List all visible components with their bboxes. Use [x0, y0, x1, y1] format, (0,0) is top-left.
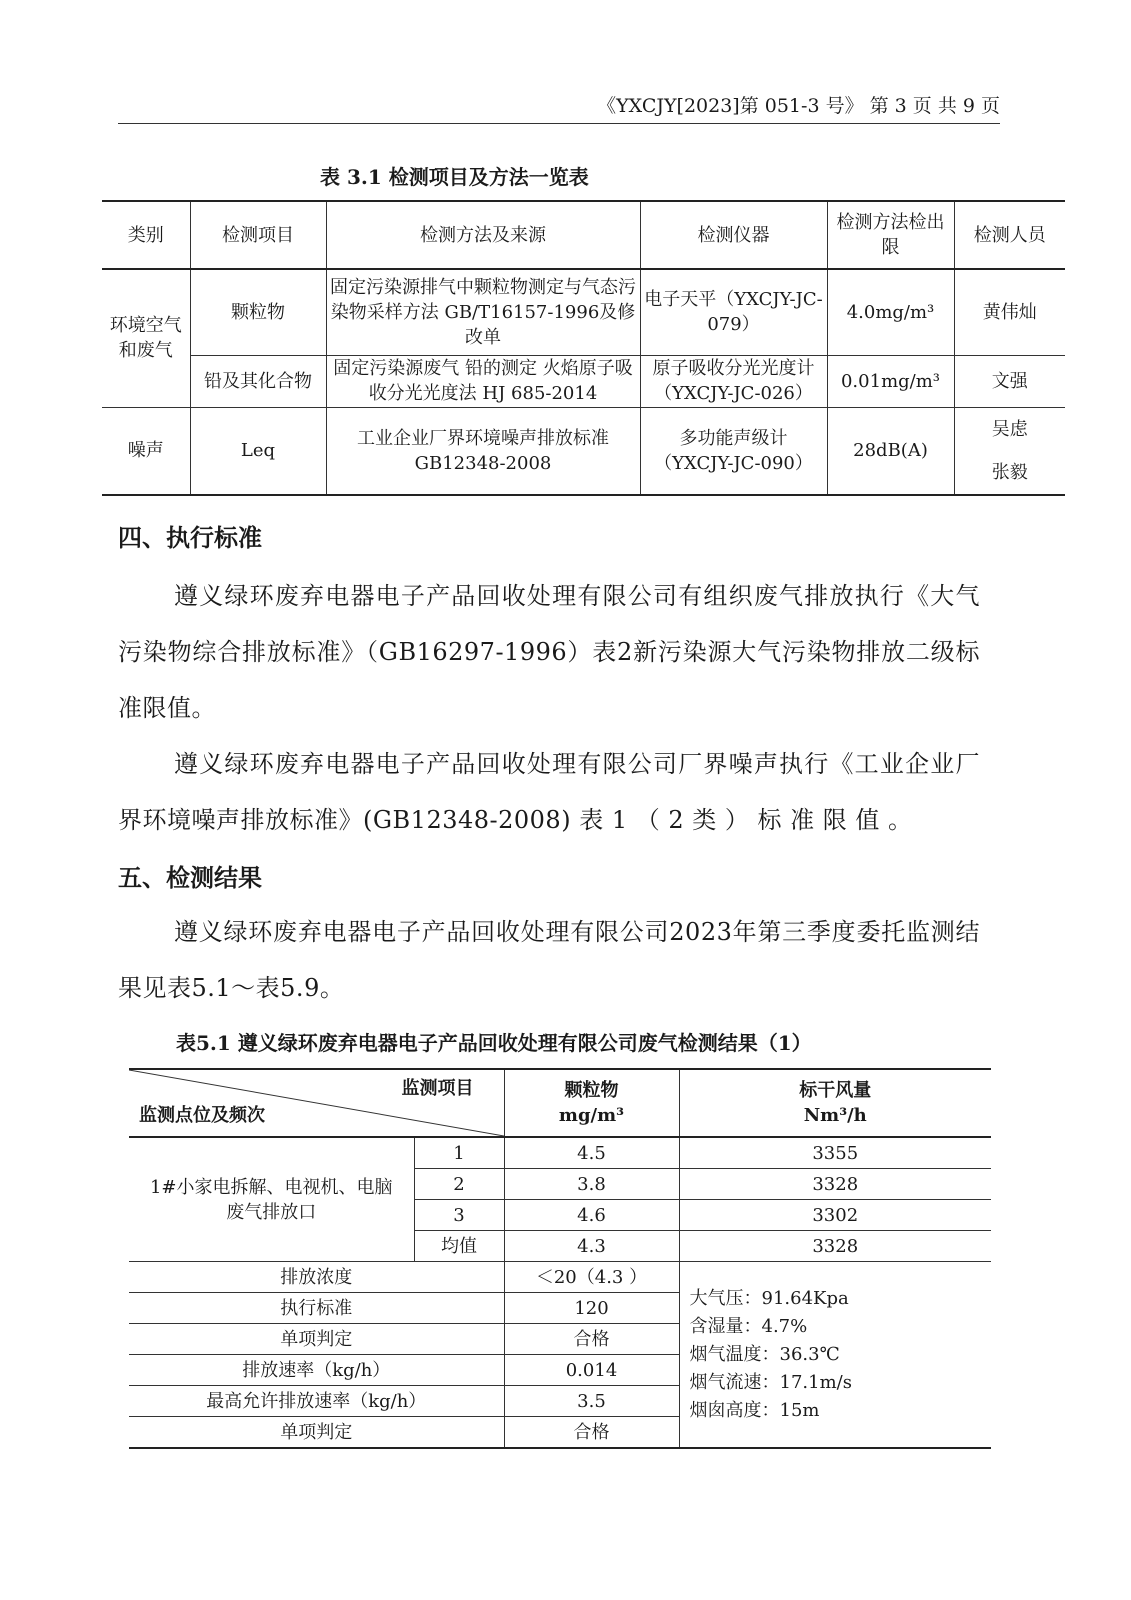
sample-pm-mean: 4.3 — [504, 1231, 679, 1262]
th-instrument: 检测仪器 — [640, 201, 827, 269]
summary-label: 排放浓度 — [129, 1262, 504, 1293]
sample-number: 3 — [414, 1200, 504, 1231]
summary-value: 120 — [504, 1293, 679, 1324]
table31-caption: 表 3.1 检测项目及方法一览表 — [320, 165, 589, 189]
section4-paragraph-2: 遵义绿环废弃电器电子产品回收处理有限公司厂界噪声执行《工业企业厂界环境噪声排放标准》(GB12348-2008) 表 1 （ 2 类 ） 标 准 限 值 。 — [118, 750, 980, 834]
sampling-location: 1#小家电拆解、电视机、电脑废气排放口 — [129, 1137, 414, 1262]
table51-caption: 表5.1 遵义绿环废弃电器电子产品回收处理有限公司废气检测结果（1） — [176, 1031, 812, 1055]
diagonal-header-cell — [129, 1069, 504, 1137]
summary-value: 0.014 — [504, 1355, 679, 1386]
summary-label: 排放速率（kg/h） — [129, 1355, 504, 1386]
sample-flow: 3302 — [679, 1200, 991, 1231]
sample-number-mean: 均值 — [414, 1231, 504, 1262]
item-leq: Leq — [190, 407, 326, 495]
method-noise: 工业企业厂界环境噪声排放标准 GB12348-2008 — [326, 407, 640, 495]
sample-flow-mean: 3328 — [679, 1231, 991, 1262]
th-particulate-unit: mg/m³ — [558, 1105, 625, 1126]
test-conditions — [679, 1262, 991, 1449]
th-particulate-label: 颗粒物 — [564, 1080, 619, 1101]
condition-stack-height: 烟囱高度：15m — [689, 1399, 820, 1421]
person-noise-2: 张毅 — [991, 461, 1028, 483]
th-category: 类别 — [102, 201, 190, 269]
limit-noise: 28dB(A) — [827, 407, 954, 495]
sample-pm: 4.6 — [504, 1200, 679, 1231]
condition-gas-velocity: 烟气流速：17.1m/s — [689, 1371, 852, 1393]
person-noise — [954, 407, 1065, 495]
person-particulate: 黄伟灿 — [954, 269, 1065, 355]
th-item: 检测项目 — [190, 201, 326, 269]
sample-number: 1 — [414, 1137, 504, 1169]
person-noise-1: 吴虑 — [991, 418, 1028, 440]
summary-label: 执行标准 — [129, 1293, 504, 1324]
sample-number: 2 — [414, 1169, 504, 1200]
sample-flow: 3328 — [679, 1169, 991, 1200]
th-method: 检测方法及来源 — [326, 201, 640, 269]
instrument-sound-meter: 多功能声级计（YXCJY-JC-090） — [640, 407, 827, 495]
condition-moisture: 含湿量：4.7% — [689, 1315, 808, 1337]
th-person: 检测人员 — [954, 201, 1065, 269]
limit-particulate: 4.0mg/m³ — [827, 269, 954, 355]
instrument-balance: 电子天平（YXCJY-JC-079） — [640, 269, 827, 355]
method-particulate: 固定污染源排气中颗粒物测定与气态污染物采样方法 GB/T16157-1996及修改单 — [326, 269, 640, 355]
section5-title: 五、检测结果 — [118, 863, 262, 892]
summary-label: 单项判定 — [129, 1417, 504, 1449]
th-flow-label: 标干风量 — [799, 1080, 872, 1101]
sample-pm: 3.8 — [504, 1169, 679, 1200]
emission-results-table — [129, 1068, 991, 1449]
sample-pm: 4.5 — [504, 1137, 679, 1169]
summary-value: 合格 — [504, 1324, 679, 1355]
summary-value: 3.5 — [504, 1386, 679, 1417]
header-rule — [118, 123, 1000, 124]
section4-paragraph-1: 遵义绿环废弃电器电子产品回收处理有限公司有组织废气排放执行《大气污染物综合排放标准》（GB16297-1996）表2新污染源大气污染物排放二级标准限值。 — [118, 582, 980, 722]
summary-label: 最高允许排放速率（kg/h） — [129, 1386, 504, 1417]
sample-flow: 3355 — [679, 1137, 991, 1169]
category-noise: 噪声 — [102, 407, 190, 495]
summary-label: 单项判定 — [129, 1324, 504, 1355]
summary-value: ＜20（4.3 ） — [504, 1262, 679, 1293]
section5-paragraph-1: 遵义绿环废弃电器电子产品回收处理有限公司2023年第三季度委托监测结果见表5.1～表5.9。 — [118, 918, 980, 1002]
instrument-aas: 原子吸收分光光度计（YXCJY-JC-026） — [640, 355, 827, 407]
th-flow — [679, 1069, 991, 1137]
method-lead: 固定污染源废气 铅的测定 火焰原子吸收分光光度法 HJ 685-2014 — [326, 355, 640, 407]
diag-label-location: 监测点位及频次 — [139, 1105, 265, 1126]
methods-table — [102, 200, 1065, 496]
item-particulate: 颗粒物 — [190, 269, 326, 355]
condition-pressure: 大气压：91.64Kpa — [689, 1287, 849, 1309]
page-header: 《YXCJY[2023]第 051-3 号》 第 3 页 共 9 页 — [597, 95, 1000, 117]
item-lead: 铅及其化合物 — [190, 355, 326, 407]
th-particulate — [504, 1069, 679, 1137]
th-flow-unit: Nm³/h — [803, 1105, 867, 1126]
section4-title: 四、执行标准 — [118, 523, 262, 552]
condition-gas-temperature: 烟气温度：36.3℃ — [689, 1343, 840, 1365]
diag-label-item: 监测项目 — [401, 1078, 474, 1099]
th-limit: 检测方法检出限 — [827, 201, 954, 269]
summary-value: 合格 — [504, 1417, 679, 1449]
category-air: 环境空气和废气 — [102, 269, 190, 407]
limit-lead: 0.01mg/m³ — [827, 355, 954, 407]
person-lead: 文强 — [954, 355, 1065, 407]
